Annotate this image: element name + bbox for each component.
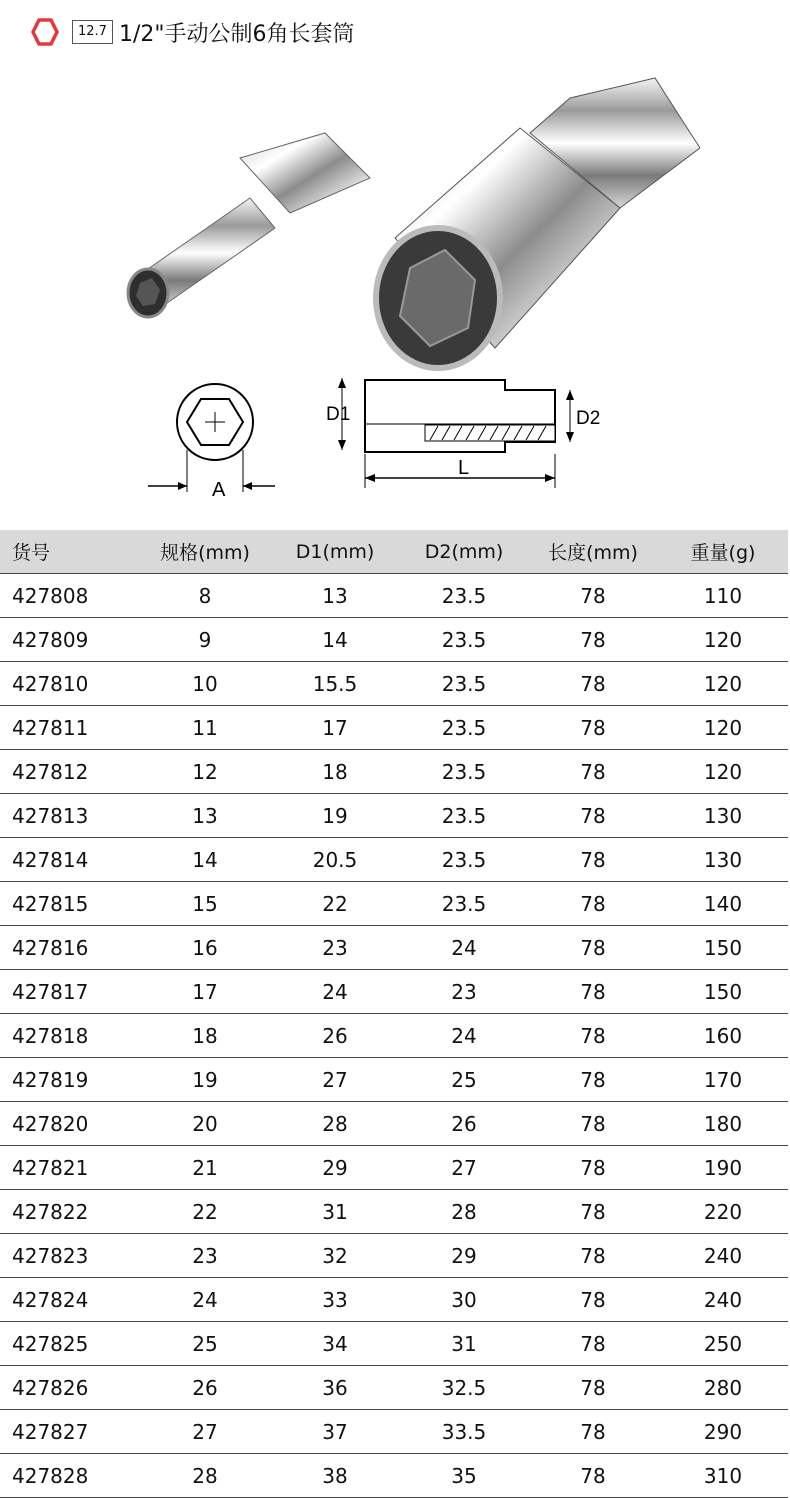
length-cell: 78 <box>528 1102 658 1146</box>
column-header-part-no: 货号 <box>0 530 140 574</box>
weight-cell: 150 <box>658 970 788 1014</box>
part-no-cell: 427828 <box>0 1454 140 1498</box>
length-cell: 78 <box>528 574 658 618</box>
d1-cell: 19 <box>270 794 400 838</box>
table-row <box>0 750 788 794</box>
dimension-label-d2: D2 <box>576 408 601 429</box>
d1-cell: 20.5 <box>270 838 400 882</box>
table-row <box>0 1366 788 1410</box>
dimension-label-d1: D1 <box>326 404 351 425</box>
d2-cell: 25 <box>400 1058 528 1102</box>
d1-cell: 13 <box>270 574 400 618</box>
size-cell: 13 <box>140 794 270 838</box>
d1-cell: 33 <box>270 1278 400 1322</box>
table-row <box>0 1234 788 1278</box>
part-no-cell: 427816 <box>0 926 140 970</box>
part-no-cell: 427818 <box>0 1014 140 1058</box>
length-cell: 78 <box>528 1234 658 1278</box>
table-row <box>0 662 788 706</box>
length-cell: 78 <box>528 618 658 662</box>
part-no-cell: 427826 <box>0 1366 140 1410</box>
size-cell: 18 <box>140 1014 270 1058</box>
part-no-cell: 427822 <box>0 1190 140 1234</box>
socket-side-view <box>326 378 600 488</box>
part-no-cell: 427823 <box>0 1234 140 1278</box>
weight-cell: 290 <box>658 1410 788 1454</box>
d1-cell: 26 <box>270 1014 400 1058</box>
part-no-cell: 427825 <box>0 1322 140 1366</box>
d2-cell: 23.5 <box>400 662 528 706</box>
weight-cell: 120 <box>658 618 788 662</box>
length-cell: 78 <box>528 662 658 706</box>
length-cell: 78 <box>528 1146 658 1190</box>
column-header-d2: D2(mm) <box>400 530 528 574</box>
size-cell: 23 <box>140 1234 270 1278</box>
table-row <box>0 1014 788 1058</box>
table-row <box>0 574 788 618</box>
d2-cell: 30 <box>400 1278 528 1322</box>
length-cell: 78 <box>528 1014 658 1058</box>
d2-cell: 23.5 <box>400 618 528 662</box>
size-cell: 8 <box>140 574 270 618</box>
part-no-cell: 427824 <box>0 1278 140 1322</box>
large-socket <box>376 78 700 368</box>
table-row <box>0 706 788 750</box>
part-no-cell: 427812 <box>0 750 140 794</box>
length-cell: 78 <box>528 1454 658 1498</box>
d2-cell: 23.5 <box>400 750 528 794</box>
d1-cell: 34 <box>270 1322 400 1366</box>
d2-cell: 23.5 <box>400 574 528 618</box>
part-no-cell: 427809 <box>0 618 140 662</box>
page-title: 1/2"手动公制6角长套筒 <box>118 21 355 47</box>
size-cell: 28 <box>140 1454 270 1498</box>
weight-cell: 220 <box>658 1190 788 1234</box>
product-photo <box>100 58 700 378</box>
length-cell: 78 <box>528 926 658 970</box>
length-cell: 78 <box>528 1322 658 1366</box>
length-cell: 78 <box>528 1058 658 1102</box>
length-cell: 78 <box>528 970 658 1014</box>
length-cell: 78 <box>528 1190 658 1234</box>
table-row <box>0 1454 788 1498</box>
dimension-label-a: A <box>212 479 226 501</box>
weight-cell: 130 <box>658 794 788 838</box>
small-socket <box>128 133 370 317</box>
size-cell: 14 <box>140 838 270 882</box>
d2-cell: 23.5 <box>400 838 528 882</box>
part-no-cell: 427808 <box>0 574 140 618</box>
column-header-weight: 重量(g) <box>658 530 788 574</box>
d2-cell: 26 <box>400 1102 528 1146</box>
d2-cell: 32.5 <box>400 1366 528 1410</box>
d2-cell: 23.5 <box>400 882 528 926</box>
table-row <box>0 1058 788 1102</box>
size-cell: 12 <box>140 750 270 794</box>
table-row <box>0 1190 788 1234</box>
size-cell: 21 <box>140 1146 270 1190</box>
size-cell: 10 <box>140 662 270 706</box>
length-cell: 78 <box>528 882 658 926</box>
weight-cell: 250 <box>658 1322 788 1366</box>
d1-cell: 31 <box>270 1190 400 1234</box>
table-header <box>0 530 788 574</box>
table-row <box>0 618 788 662</box>
d1-cell: 15.5 <box>270 662 400 706</box>
size-cell: 15 <box>140 882 270 926</box>
socket-end-view <box>148 384 275 501</box>
part-no-cell: 427820 <box>0 1102 140 1146</box>
d1-cell: 32 <box>270 1234 400 1278</box>
weight-cell: 140 <box>658 882 788 926</box>
size-cell: 19 <box>140 1058 270 1102</box>
d2-cell: 35 <box>400 1454 528 1498</box>
weight-cell: 120 <box>658 750 788 794</box>
table-row <box>0 1410 788 1454</box>
length-cell: 78 <box>528 838 658 882</box>
d2-cell: 33.5 <box>400 1410 528 1454</box>
d2-cell: 23.5 <box>400 706 528 750</box>
d2-cell: 24 <box>400 926 528 970</box>
d1-cell: 24 <box>270 970 400 1014</box>
table-row <box>0 1278 788 1322</box>
size-cell: 16 <box>140 926 270 970</box>
d1-cell: 14 <box>270 618 400 662</box>
d2-cell: 27 <box>400 1146 528 1190</box>
table-row <box>0 970 788 1014</box>
d1-cell: 27 <box>270 1058 400 1102</box>
size-cell: 20 <box>140 1102 270 1146</box>
specification-table <box>0 530 788 1498</box>
weight-cell: 240 <box>658 1234 788 1278</box>
d1-cell: 23 <box>270 926 400 970</box>
weight-cell: 170 <box>658 1058 788 1102</box>
table-body <box>0 574 788 1498</box>
part-no-cell: 427819 <box>0 1058 140 1102</box>
table-row <box>0 1102 788 1146</box>
d2-cell: 31 <box>400 1322 528 1366</box>
d2-cell: 23.5 <box>400 794 528 838</box>
part-no-cell: 427817 <box>0 970 140 1014</box>
hexagon-icon <box>30 17 60 47</box>
d1-cell: 37 <box>270 1410 400 1454</box>
weight-cell: 130 <box>658 838 788 882</box>
drive-size-badge: 12.7 <box>72 20 113 44</box>
dimension-drawing <box>130 370 610 510</box>
table-row <box>0 926 788 970</box>
column-header-size: 规格(mm) <box>140 530 270 574</box>
table-row <box>0 882 788 926</box>
d1-cell: 29 <box>270 1146 400 1190</box>
size-cell: 27 <box>140 1410 270 1454</box>
size-cell: 22 <box>140 1190 270 1234</box>
part-no-cell: 427811 <box>0 706 140 750</box>
d1-cell: 28 <box>270 1102 400 1146</box>
size-cell: 9 <box>140 618 270 662</box>
weight-cell: 190 <box>658 1146 788 1190</box>
size-cell: 17 <box>140 970 270 1014</box>
table-row <box>0 1322 788 1366</box>
size-cell: 25 <box>140 1322 270 1366</box>
d1-cell: 17 <box>270 706 400 750</box>
d1-cell: 22 <box>270 882 400 926</box>
d2-cell: 23 <box>400 970 528 1014</box>
d1-cell: 18 <box>270 750 400 794</box>
length-cell: 78 <box>528 706 658 750</box>
part-no-cell: 427814 <box>0 838 140 882</box>
length-cell: 78 <box>528 1366 658 1410</box>
length-cell: 78 <box>528 1278 658 1322</box>
part-no-cell: 427827 <box>0 1410 140 1454</box>
dimension-label-l: L <box>458 457 470 479</box>
weight-cell: 150 <box>658 926 788 970</box>
size-cell: 26 <box>140 1366 270 1410</box>
length-cell: 78 <box>528 1410 658 1454</box>
weight-cell: 160 <box>658 1014 788 1058</box>
weight-cell: 120 <box>658 662 788 706</box>
d1-cell: 38 <box>270 1454 400 1498</box>
d1-cell: 36 <box>270 1366 400 1410</box>
size-cell: 24 <box>140 1278 270 1322</box>
part-no-cell: 427815 <box>0 882 140 926</box>
weight-cell: 240 <box>658 1278 788 1322</box>
d2-cell: 29 <box>400 1234 528 1278</box>
size-cell: 11 <box>140 706 270 750</box>
column-header-d1: D1(mm) <box>270 530 400 574</box>
length-cell: 78 <box>528 750 658 794</box>
column-header-length: 长度(mm) <box>528 530 658 574</box>
weight-cell: 280 <box>658 1366 788 1410</box>
part-no-cell: 427821 <box>0 1146 140 1190</box>
part-no-cell: 427810 <box>0 662 140 706</box>
title-row <box>30 14 354 50</box>
weight-cell: 110 <box>658 574 788 618</box>
weight-cell: 120 <box>658 706 788 750</box>
weight-cell: 180 <box>658 1102 788 1146</box>
weight-cell: 310 <box>658 1454 788 1498</box>
d2-cell: 24 <box>400 1014 528 1058</box>
d2-cell: 28 <box>400 1190 528 1234</box>
part-no-cell: 427813 <box>0 794 140 838</box>
table-row <box>0 1146 788 1190</box>
length-cell: 78 <box>528 794 658 838</box>
table-row <box>0 838 788 882</box>
header-row <box>0 530 788 574</box>
table-row <box>0 794 788 838</box>
